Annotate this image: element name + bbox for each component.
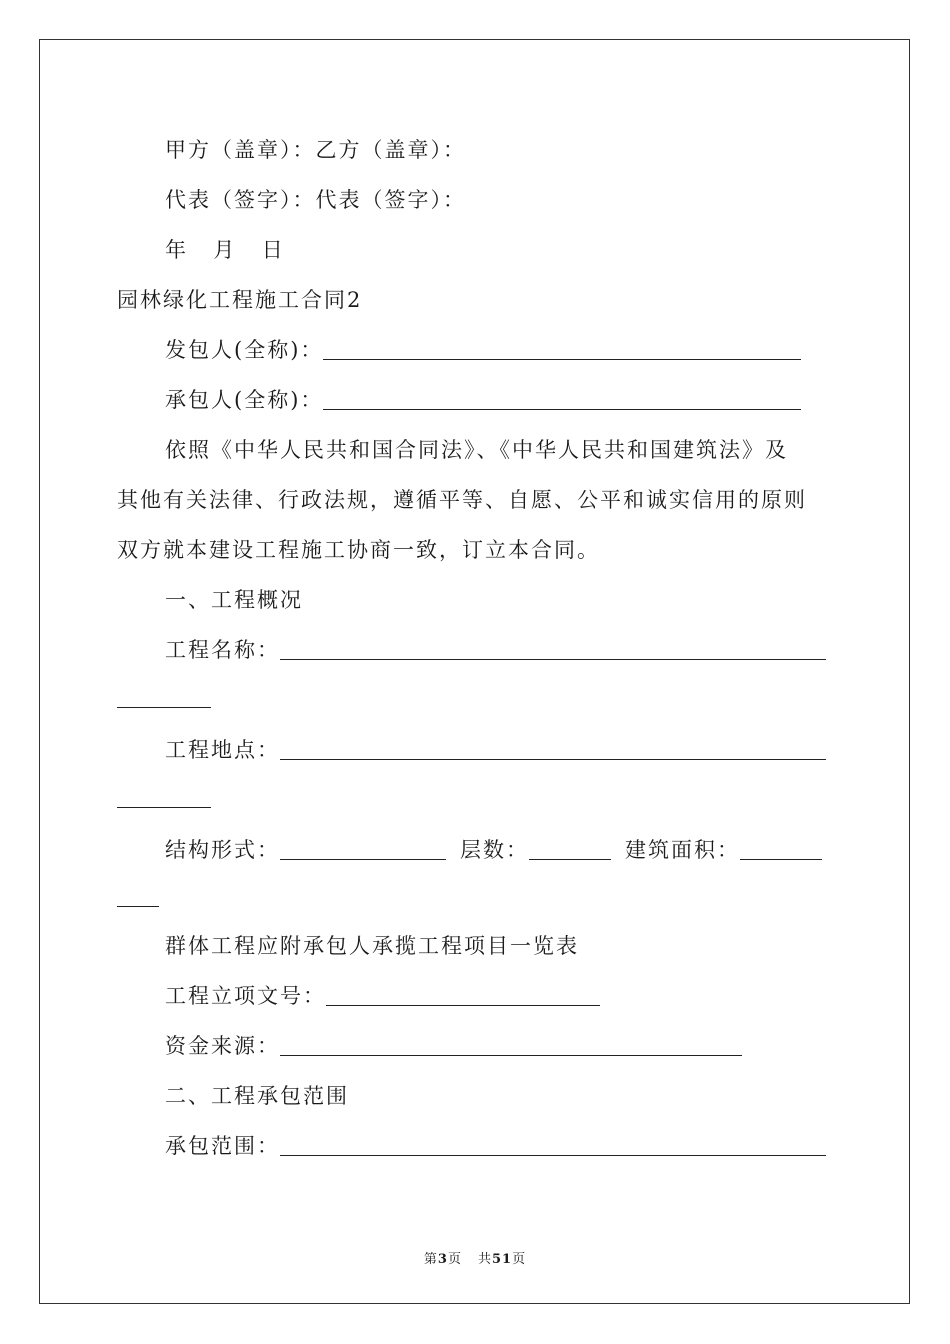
project-name-blank[interactable]: [280, 639, 826, 660]
project-site-label: 工程地点：: [165, 738, 280, 762]
approval-row: [165, 982, 600, 1010]
footer-total-pages: 51: [491, 1252, 513, 1267]
floors-label: 层数：: [460, 838, 529, 862]
contractor-row: [165, 386, 801, 414]
signature-rep-row: [165, 186, 466, 214]
footer-total-suffix: 页: [512, 1252, 527, 1267]
section-1-heading: 一、工程概况: [165, 588, 303, 612]
party-b-seal-label: 乙方（盖章）：: [315, 138, 466, 162]
project-site-row: [165, 736, 826, 764]
structure-blank[interactable]: [280, 839, 446, 860]
approval-blank[interactable]: [326, 985, 600, 1006]
intro-line-3: 双方就本建设工程施工协商一致，订立本合同。: [117, 538, 600, 562]
area-label: 建筑面积：: [625, 838, 740, 862]
project-site-blank[interactable]: [280, 739, 826, 760]
section-2-heading: 二、工程承包范围: [165, 1084, 349, 1108]
employer-row: [165, 336, 801, 364]
party-a-seal-label: 甲方（盖章）：: [165, 138, 316, 162]
project-name-blank-continued[interactable]: [117, 707, 211, 708]
structure-row: [165, 836, 822, 864]
funding-blank[interactable]: [280, 1035, 742, 1056]
footer-page-suffix: 页: [447, 1252, 462, 1267]
scope-blank[interactable]: [280, 1135, 826, 1156]
page-footer: [0, 1248, 950, 1267]
area-blank[interactable]: [740, 839, 822, 860]
footer-page-number: 3: [437, 1252, 448, 1267]
project-name-row: [165, 636, 826, 664]
page-border: [39, 39, 910, 1304]
rep-b-label: 代表（签字）：: [315, 188, 466, 212]
footer-total-prefix: 共: [477, 1252, 492, 1267]
area-blank-continued[interactable]: [117, 906, 159, 907]
intro-line-1: 依照《中华人民共和国合同法》、《中华人民共和国建筑法》及: [165, 438, 788, 462]
contractor-label: 承包人(全称)：: [165, 388, 324, 412]
intro-line-2: 其他有关法律、行政法规，遵循平等、自愿、公平和诚实信用的原则: [117, 488, 807, 512]
structure-label: 结构形式：: [165, 838, 280, 862]
floors-blank[interactable]: [529, 839, 611, 860]
employer-label: 发包人(全称)：: [165, 338, 324, 362]
scope-label: 承包范围：: [165, 1134, 280, 1158]
approval-label: 工程立项文号：: [165, 984, 326, 1008]
rep-a-label: 代表（签字）：: [165, 188, 316, 212]
funding-row: [165, 1032, 742, 1060]
funding-label: 资金来源：: [165, 1034, 280, 1058]
employer-blank[interactable]: [323, 339, 801, 360]
project-site-blank-continued[interactable]: [117, 807, 211, 808]
project-name-label: 工程名称：: [165, 638, 280, 662]
scope-row: [165, 1132, 826, 1160]
date-line: 年 月 日: [165, 238, 285, 262]
footer-page-prefix: 第: [423, 1252, 438, 1267]
group-project-note: 群体工程应附承包人承揽工程项目一览表: [165, 934, 579, 958]
contractor-blank[interactable]: [323, 389, 801, 410]
contract-title: 园林绿化工程施工合同2: [117, 288, 363, 312]
signature-seal-row: [165, 136, 466, 164]
